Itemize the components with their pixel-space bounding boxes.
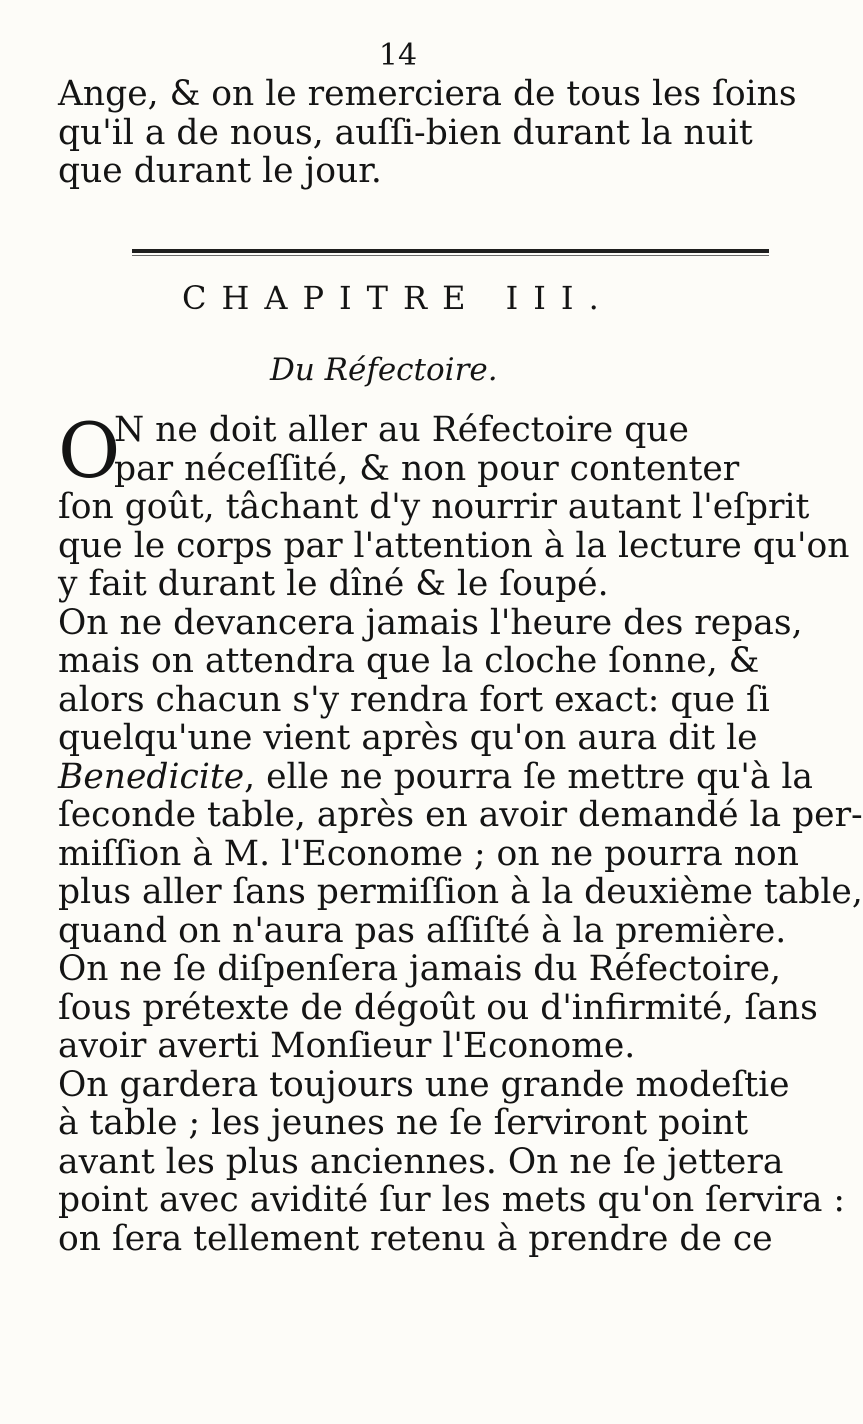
italic-word: Benedicite: [58, 756, 245, 797]
text-line: que durant le jour.: [58, 151, 382, 191]
text-line: à table ; les jeunes ne ſe ſerviront point: [58, 1103, 749, 1143]
text-line: Ange, & on le remerciera de tous les ſoins: [58, 74, 797, 114]
paragraph-3: [58, 949, 818, 1066]
text-line: ſous prétexte de dégoût ou d'infirmité, ſans: [58, 987, 818, 1028]
text-line: miſſion à M. l'Econome ; on ne pourra non: [58, 833, 799, 874]
chapter-body: [58, 487, 863, 1259]
text-line: plus aller ſans permiſſion à la deuxième table,: [58, 872, 863, 912]
text-fragment: , elle ne pourra ſe mettre qu'à la: [244, 756, 813, 797]
chapter-subtitle: Du Réfectoire.: [270, 352, 498, 388]
text-line: alors chacun s'y rendra fort exact: que ſi: [58, 679, 770, 720]
text-line: On ne ſe diſpenſera jamais du Réfectoire,: [58, 949, 782, 989]
chapter-heading: CHAPITRE III.: [182, 279, 614, 317]
text-line: avoir averti Monſieur l'Econome.: [58, 1026, 636, 1066]
text-line: N ne doit aller au Réfectoire que: [114, 410, 689, 450]
chapter-divider: [132, 249, 769, 259]
text-line: que le corps par l'attention à la lecture qu'on: [58, 525, 850, 566]
page-number: 14: [378, 38, 418, 73]
text-line: ſeconde table, après en avoir demandé la per-: [58, 795, 863, 835]
text-line: On gardera toujours une grande modeſtie: [58, 1064, 790, 1105]
text-line: ſon goût, tâchant d'y nourrir autant l'eſprit: [58, 487, 810, 527]
text-line-mixed: [58, 756, 813, 797]
paragraph-1-rest: [58, 487, 850, 604]
intro-text: [58, 74, 797, 191]
paragraph-1-opening: [58, 406, 773, 495]
text-line: On ne devancera jamais l'heure des repas,: [58, 602, 803, 643]
text-line: point avec avidité ſur les mets qu'on ſervira :: [58, 1180, 845, 1220]
paragraph-2: [58, 602, 863, 951]
drop-cap: O: [58, 406, 121, 495]
text-line: avant les plus anciennes. On ne ſe jettera: [58, 1141, 784, 1182]
divider-thick-rule: [132, 249, 769, 253]
text-line: quand on n'aura pas aſſiſté à la première.: [58, 910, 787, 951]
text-line: qu'il a de nous, auſſi-bien durant la nuit: [58, 112, 753, 153]
divider-thin-rule: [132, 255, 769, 256]
paragraph-4: [58, 1064, 845, 1259]
text-line: mais on attendra que la cloche ſonne, &: [58, 641, 760, 681]
text-line: on ſera tellement retenu à prendre de ce: [58, 1218, 773, 1259]
text-line: quelqu'une vient après qu'on aura dit le: [58, 718, 758, 758]
text-line: y fait durant le dîné & le ſoupé.: [58, 564, 609, 604]
text-line: par néceſſité, & non pour contenter: [114, 448, 740, 489]
